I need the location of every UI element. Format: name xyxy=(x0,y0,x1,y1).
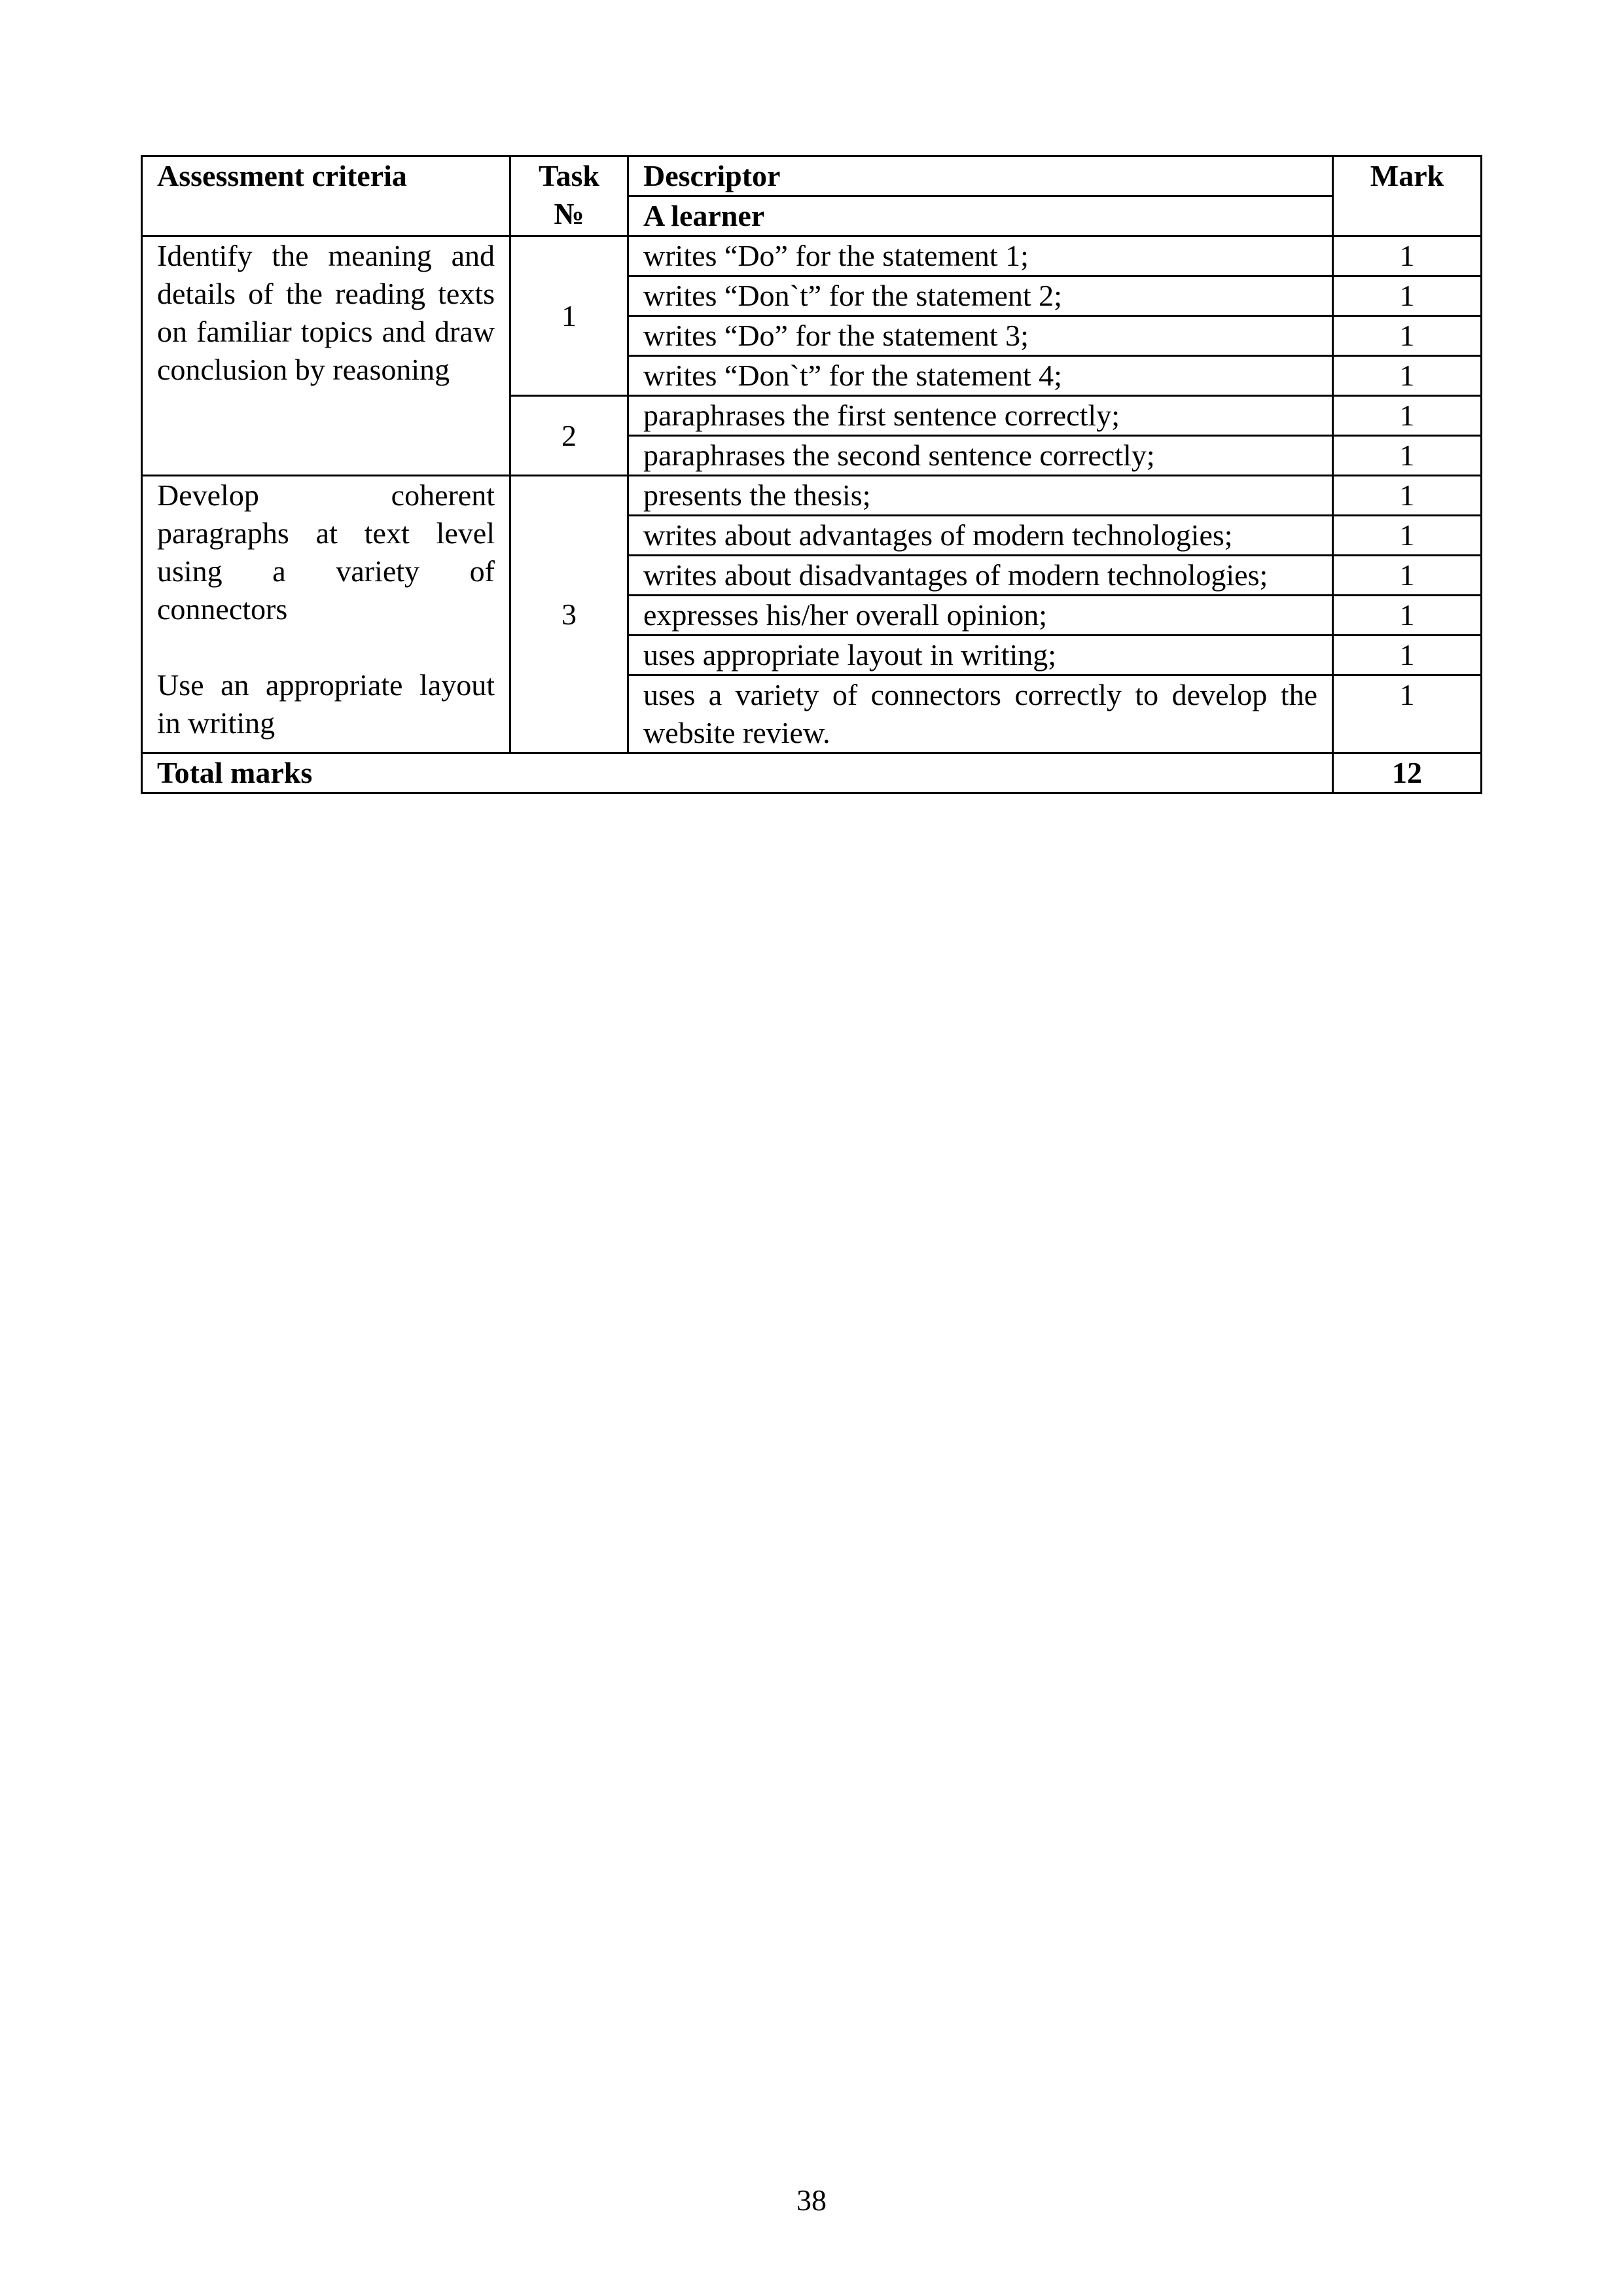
mark-cell: 1 xyxy=(1333,596,1482,636)
criteria-text: Identify the meaning and details of the reading texts on familiar topics and draw conclusion by reasoning xyxy=(157,239,495,386)
header-task-label: Task xyxy=(539,159,599,192)
task-number-cell: 1 xyxy=(510,236,628,396)
header-criteria: Assessment criteria xyxy=(142,156,510,236)
criteria-cell xyxy=(142,236,510,476)
task-number-cell: 2 xyxy=(510,396,628,476)
mark-cell: 1 xyxy=(1333,356,1482,396)
descriptor-cell: uses appropriate layout in writing; xyxy=(628,636,1333,675)
descriptor-cell: presents the thesis; xyxy=(628,476,1333,516)
header-descriptor: Descriptor xyxy=(628,156,1333,196)
task-number-cell: 3 xyxy=(510,476,628,753)
mark-cell: 1 xyxy=(1333,276,1482,316)
criteria-text: Use an appropriate layout in writing xyxy=(157,668,495,740)
descriptor-cell: paraphrases the first sentence correctly; xyxy=(628,396,1333,436)
header-task-number-sign: № xyxy=(554,197,584,230)
criteria-cell xyxy=(142,476,510,753)
criteria-text: Develop coherent paragraphs at text level using a variety of connectors xyxy=(157,478,495,626)
header-task xyxy=(510,156,628,236)
descriptor-cell: writes “Do” for the statement 3; xyxy=(628,316,1333,356)
descriptor-cell: paraphrases the second sentence correctly; xyxy=(628,436,1333,476)
total-row xyxy=(142,753,1482,793)
mark-cell: 1 xyxy=(1333,476,1482,516)
page-number: 38 xyxy=(796,2183,827,2217)
descriptor-cell: writes about advantages of modern technologies; xyxy=(628,516,1333,556)
header-learner: A learner xyxy=(628,196,1333,236)
mark-cell: 1 xyxy=(1333,556,1482,596)
descriptor-cell: writes about disadvantages of modern technologies; xyxy=(628,556,1333,596)
descriptor-cell: writes “Don`t” for the statement 4; xyxy=(628,356,1333,396)
mark-cell: 1 xyxy=(1333,236,1482,276)
table-row xyxy=(142,236,1482,276)
descriptor-cell: expresses his/her overall opinion; xyxy=(628,596,1333,636)
mark-cell: 1 xyxy=(1333,316,1482,356)
assessment-rubric-table xyxy=(141,155,1482,794)
mark-cell: 1 xyxy=(1333,436,1482,476)
table-row xyxy=(142,476,1482,516)
total-label: Total marks xyxy=(142,753,1333,793)
header-row xyxy=(142,156,1482,196)
mark-cell: 1 xyxy=(1333,636,1482,675)
descriptor-cell: writes “Don`t” for the statement 2; xyxy=(628,276,1333,316)
total-value: 12 xyxy=(1333,753,1482,793)
header-mark: Mark xyxy=(1333,156,1482,236)
mark-cell: 1 xyxy=(1333,675,1482,753)
descriptor-cell: writes “Do” for the statement 1; xyxy=(628,236,1333,276)
mark-cell: 1 xyxy=(1333,396,1482,436)
descriptor-cell: uses a variety of connectors correctly to develop the website review. xyxy=(628,675,1333,753)
mark-cell: 1 xyxy=(1333,516,1482,556)
